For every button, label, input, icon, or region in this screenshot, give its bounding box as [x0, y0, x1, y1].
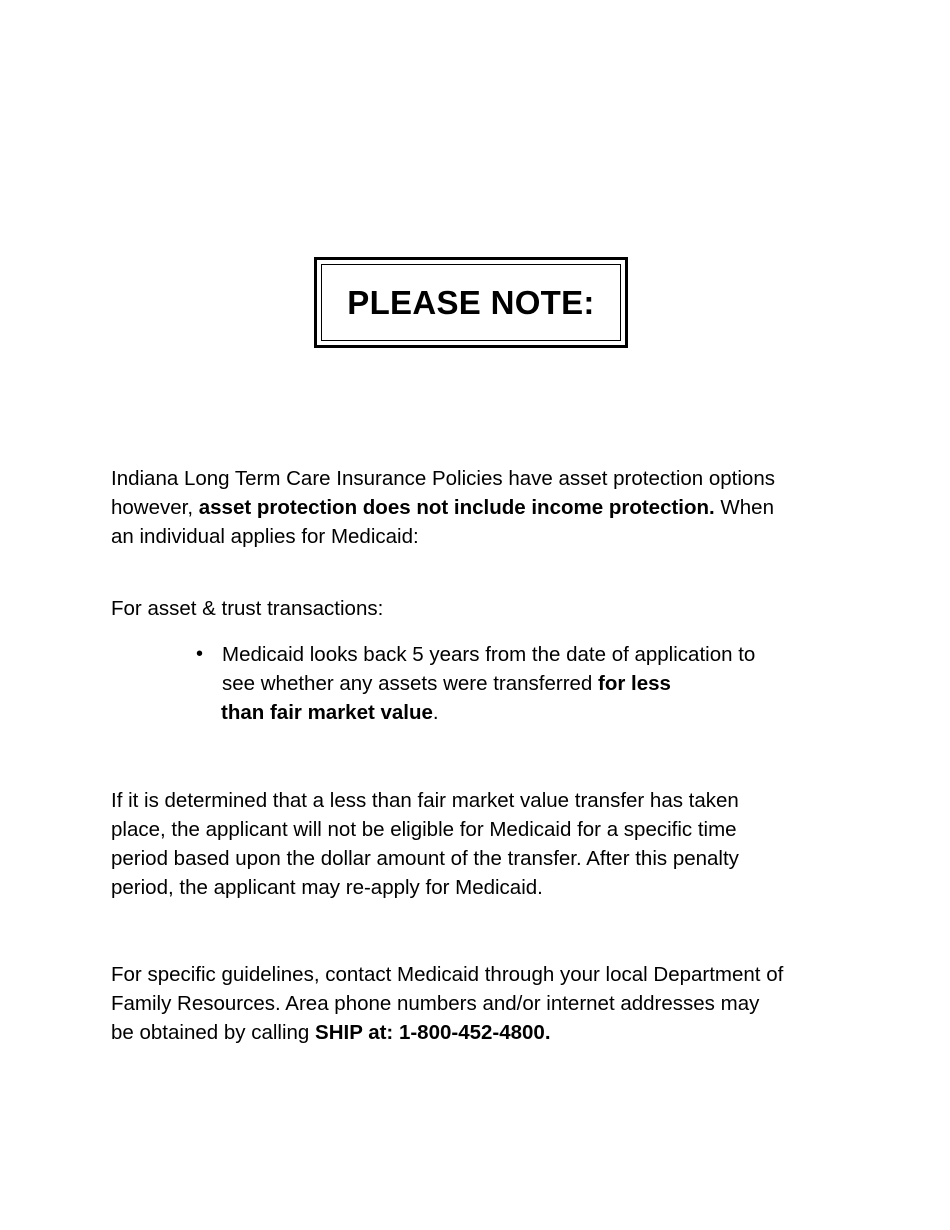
contact-line-2: Family Resources. Area phone numbers and/or internet addresses may	[111, 992, 760, 1015]
bullet-line-3	[221, 698, 755, 727]
bullet-emphasis-2: than fair market value	[221, 701, 433, 724]
contact-line-1: For specific guidelines, contact Medicaid through your local Department of	[111, 963, 784, 986]
intro-line-2	[111, 493, 775, 522]
penalty-line-1: If it is determined that a less than fair market value transfer has taken	[111, 789, 739, 812]
penalty-line-2: place, the applicant will not be eligible for Medicaid for a specific time	[111, 818, 737, 841]
penalty-line-4: period, the applicant may re-apply for Medicaid.	[111, 876, 543, 899]
intro-emphasis: asset protection does not include income protection.	[198, 496, 715, 519]
bullet-item	[222, 640, 755, 727]
bullet-line-2	[222, 669, 755, 698]
title-box-inner	[321, 264, 621, 341]
ship-phone-number: SHIP at: 1-800-452-4800.	[315, 1021, 551, 1044]
contact-line-3-text: be obtained by calling	[111, 1021, 316, 1044]
bullet-marker: •	[196, 643, 204, 665]
bullet-line-1: Medicaid looks back 5 years from the date of application to	[222, 643, 756, 666]
intro-line-2-text: however,	[111, 496, 199, 519]
intro-line-1: Indiana Long Term Care Insurance Policies have asset protection options	[111, 467, 775, 490]
bullet-line-3-tail: .	[432, 701, 439, 724]
page-title: PLEASE NOTE:	[347, 283, 595, 321]
intro-line-3: an individual applies for Medicaid:	[111, 525, 419, 548]
bullet-emphasis-1: for less	[598, 672, 671, 695]
intro-line-2-tail: When	[714, 496, 774, 519]
bullet-line-2-text: see whether any assets were transferred	[222, 672, 599, 695]
title-box	[314, 257, 628, 348]
intro-paragraph	[111, 464, 775, 551]
contact-line-3	[111, 1018, 783, 1047]
asset-heading: For asset & trust transactions:	[111, 597, 384, 620]
penalty-line-3: period based upon the dollar amount of the transfer. After this penalty	[111, 847, 739, 870]
contact-paragraph	[111, 960, 783, 1047]
penalty-paragraph	[111, 786, 739, 902]
